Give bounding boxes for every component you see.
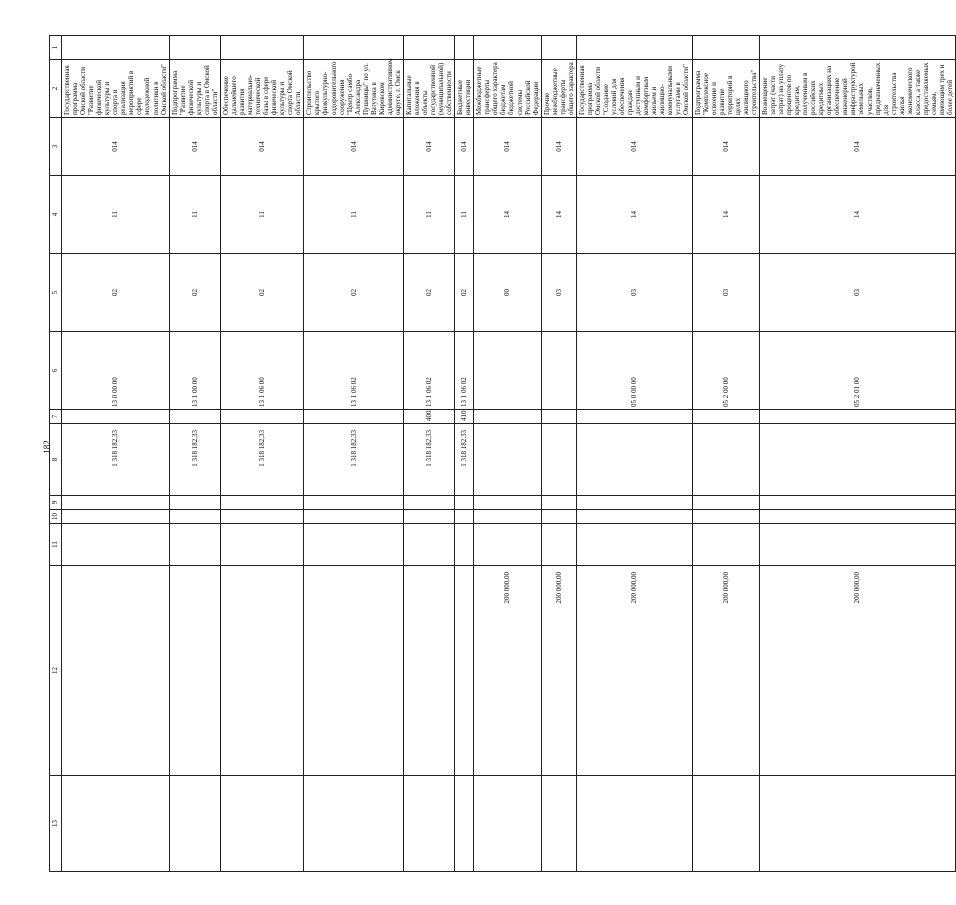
col-8: 1 318 182,33 [455,424,474,496]
col-3-grbs: 014 [692,118,759,176]
col-5-pr: 02 [304,254,404,332]
col-7 [759,410,955,424]
col-7 [169,410,220,424]
col-10 [403,510,454,524]
col-9 [576,496,692,510]
col-2-name: Государственная программа Омской области "Создание условий для обеспечения граждан доступным и комфортным жильем и жилищно-коммунальными услугами в Омской области" [576,60,692,118]
col-4-rz: 14 [474,176,541,254]
col-12 [455,566,474,776]
budget-table-rotated [49,36,954,872]
header-cell: 3 [50,118,62,176]
col-8: 1 318 182,33 [220,424,303,496]
col-13 [759,776,955,872]
col-5-pr: 00 [474,254,541,332]
header-cell: 5 [50,254,62,332]
col-13 [455,776,474,872]
col-6-csr: 05 2 01 00 [759,332,955,410]
col-9 [455,496,474,510]
col-6-csr: 05 2 00 00 [692,332,759,410]
col-13 [541,776,576,872]
table-row [474,36,541,872]
col-4-rz: 11 [220,176,303,254]
col-5-pr: 02 [220,254,303,332]
header-cell: 6 [50,332,62,410]
col-1 [474,36,541,60]
page-number: 182 [41,440,52,454]
col-11 [474,524,541,566]
col-4-rz: 14 [759,176,955,254]
col-7 [304,410,404,424]
col-1 [304,36,404,60]
col-3-grbs: 014 [474,118,541,176]
col-3-grbs: 014 [62,118,170,176]
col-2-name: Подпрограмма "Комплексное освоение и развитие территорий в целях жилищного строительства" [692,60,759,118]
col-2-name: Обеспечение дальнейшего развития материально-технической базы в сфере физической культуры и спорта Омской области [220,60,303,118]
col-1 [403,36,454,60]
col-13 [474,776,541,872]
col-10 [304,510,404,524]
col-3-grbs: 014 [455,118,474,176]
col-12 [220,566,303,776]
col-13 [304,776,404,872]
col-10 [692,510,759,524]
col-8: 1 318 182,33 [403,424,454,496]
col-1 [692,36,759,60]
col-10 [169,510,220,524]
col-3-grbs: 014 [403,118,454,176]
col-3-grbs: 014 [541,118,576,176]
col-4-rz: 11 [304,176,404,254]
col-3-grbs: 014 [759,118,955,176]
col-1 [455,36,474,60]
col-9 [169,496,220,510]
col-10 [220,510,303,524]
col-12 [169,566,220,776]
header-cell: 9 [50,496,62,510]
col-9 [220,496,303,510]
col-4-rz: 11 [62,176,170,254]
col-8 [692,424,759,496]
col-6-csr: 13 1 00 00 [169,332,220,410]
col-5-pr: 03 [541,254,576,332]
col-10 [576,510,692,524]
col-7 [692,410,759,424]
col-5-pr: 02 [62,254,170,332]
table-row [692,36,759,872]
col-2-name: Подпрограмма "Развитие физической культуры и спорта в Омской области" [169,60,220,118]
col-10 [474,510,541,524]
col-11 [169,524,220,566]
table-row [541,36,576,872]
col-4-rz: 14 [576,176,692,254]
col-6-csr [474,332,541,410]
col-1 [220,36,303,60]
col-11 [62,524,170,566]
col-13 [692,776,759,872]
col-10 [759,510,955,524]
col-11 [403,524,454,566]
col-7 [474,410,541,424]
col-13 [62,776,170,872]
col-5-pr: 03 [692,254,759,332]
col-10 [62,510,170,524]
col-9 [692,496,759,510]
col-3-grbs: 014 [220,118,303,176]
col-5-pr: 03 [576,254,692,332]
col-5-pr: 03 [759,254,955,332]
col-1 [541,36,576,60]
col-12: 200 000,00 [474,566,541,776]
col-8: 1 318 182,33 [304,424,404,496]
col-9 [62,496,170,510]
col-11 [455,524,474,566]
col-8: 1 318 182,33 [62,424,170,496]
col-9 [403,496,454,510]
header-cell: 7 [50,410,62,424]
col-2-name: Строительство крытого физкультурно-оздоровительного сооружения "Центр самбо Александра Пушницы" по ул. Ватутина в Кировском административном округе, г. Омск [304,60,404,118]
col-11 [692,524,759,566]
col-9 [541,496,576,510]
col-12: 200 000,00 [759,566,955,776]
col-6-csr: 13 1 06 02 [403,332,454,410]
table-row [455,36,474,872]
col-8 [576,424,692,496]
table-row [304,36,404,872]
budget-table [49,35,956,872]
col-11 [576,524,692,566]
table-row [403,36,454,872]
col-7 [62,410,170,424]
header-cell: 12 [50,566,62,776]
col-10 [541,510,576,524]
col-6-csr: 13 1 06 00 [220,332,303,410]
col-8: 1 318 182,33 [169,424,220,496]
col-11 [541,524,576,566]
col-10 [455,510,474,524]
col-6-csr: 13 1 06 02 [304,332,404,410]
col-13 [220,776,303,872]
col-11 [759,524,955,566]
col-2-name: Прочие межбюджетные трансферты общего характера [541,60,576,118]
col-12: 200 000,00 [692,566,759,776]
col-8 [474,424,541,496]
table-row [576,36,692,872]
header-cell: 4 [50,176,62,254]
col-7: 410 [455,410,474,424]
col-4-rz: 11 [169,176,220,254]
col-7 [541,410,576,424]
col-4-rz: 11 [403,176,454,254]
col-11 [220,524,303,566]
header-cell: 13 [50,776,62,872]
col-12 [304,566,404,776]
col-2-name: Межбюджетные трансферты общего характера бюджетам бюджетной системы Российской Федерации [474,60,541,118]
col-13 [169,776,220,872]
col-3-grbs: 014 [304,118,404,176]
col-12 [403,566,454,776]
col-1 [169,36,220,60]
col-1 [759,36,955,60]
col-7: 400 [403,410,454,424]
col-9 [304,496,404,510]
col-2-name: Государственная программа Омской области "Развитие физической культуры и спорта и реализация мероприятий в сфере молодежной политики в Омской области" [62,60,170,118]
col-3-grbs: 014 [576,118,692,176]
table-row [759,36,955,872]
col-6-csr: 13 1 06 02 [455,332,474,410]
col-7 [220,410,303,424]
col-4-rz: 14 [692,176,759,254]
col-6-csr: 13 0 00 00 [62,332,170,410]
col-3-grbs: 014 [169,118,220,176]
col-11 [304,524,404,566]
table-row [220,36,303,872]
col-12 [62,566,170,776]
col-2-name: Бюджетные инвестиции [455,60,474,118]
col-5-pr: 02 [169,254,220,332]
col-5-pr: 02 [403,254,454,332]
col-12: 200 000,00 [541,566,576,776]
col-8 [541,424,576,496]
col-8 [759,424,955,496]
col-13 [403,776,454,872]
header-cell: 10 [50,510,62,524]
col-4-rz: 14 [541,176,576,254]
header-cell: 8 [50,424,62,496]
col-4-rz: 11 [455,176,474,254]
header-cell: 1 [50,36,62,60]
col-7 [576,410,692,424]
table-row [62,36,170,872]
col-13 [576,776,692,872]
header-cell: 2 [50,60,62,118]
col-6-csr: 05 0 00 00 [576,332,692,410]
col-9 [759,496,955,510]
col-1 [576,36,692,60]
col-12: 200 000,00 [576,566,692,776]
col-2-name: Капитальные вложения в объекты государственной (муниципальной) собственности [403,60,454,118]
col-1 [62,36,170,60]
header-cell: 11 [50,524,62,566]
table-row [169,36,220,872]
col-2-name: Возмещение затрат (части затрат) на уплату процентов по кредитам, полученным в российских кредитных организациях на обеспечение инженерной инфраструктурой земельных участков, предназначенных для строительства жилья экономического класса, а также предоставляемых семьям, имеющим трех и более детей [759,60,955,118]
col-5-pr: 02 [455,254,474,332]
col-9 [474,496,541,510]
col-6-csr [541,332,576,410]
header-row [50,36,62,872]
